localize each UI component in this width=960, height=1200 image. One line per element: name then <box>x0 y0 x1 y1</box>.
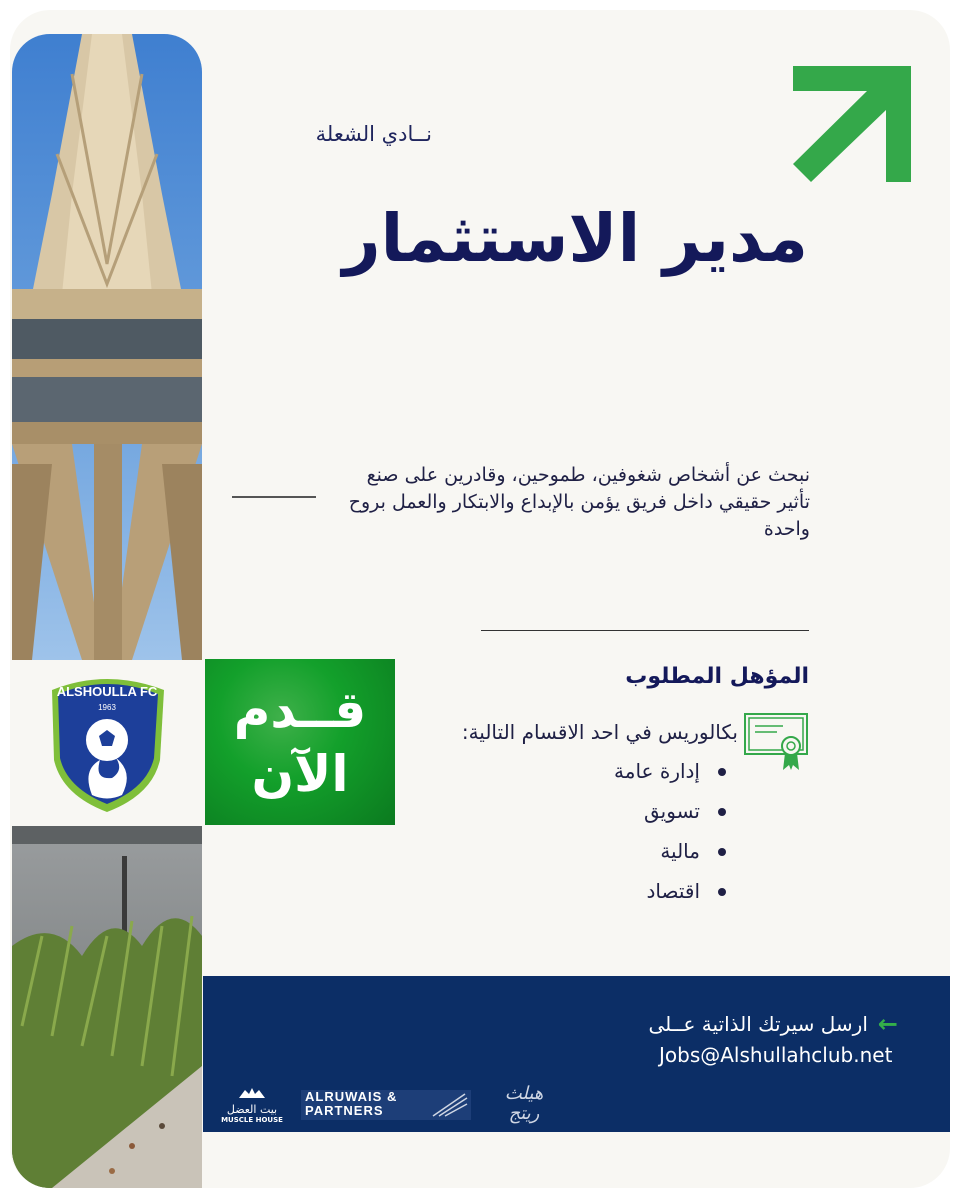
intro-text: نبحث عن أشخاص شغوفين، طموحين، وقادرين على صنع تأثير حقيقي داخل فريق يؤمن بالإبداع والابتكار والعمل بروح واحدة <box>348 464 810 540</box>
arrow-up-right-icon <box>793 66 911 182</box>
divider-long <box>481 630 809 631</box>
apply-line-2: الآن <box>251 745 349 803</box>
divider-short <box>232 496 316 498</box>
list-item: اقتصاد <box>614 876 700 916</box>
fields-list <box>614 756 700 916</box>
certificate-icon <box>743 712 809 772</box>
alruwais-partners-logo: ALRUWAIS & PARTNERS <box>301 1090 471 1120</box>
send-cv-label: ← ارسل سيرتك الذاتية عــلى <box>648 1010 898 1038</box>
list-item: تسويق <box>614 796 700 836</box>
apply-line-1: قــدم <box>233 681 367 739</box>
garden-photo <box>12 826 202 1188</box>
list-item: مالية <box>614 836 700 876</box>
job-title: مدير الاستثمار <box>342 200 808 277</box>
club-name: نــادي الشعلة <box>315 122 432 146</box>
health-ridge-logo: هيلث ريتج <box>504 1083 544 1124</box>
qualification-title: المؤهل المطلوب <box>625 664 809 689</box>
degree-requirement: بكالوريس في احد الاقسام التالية: <box>461 720 738 744</box>
arrow-left-icon: ← <box>877 1010 898 1038</box>
logo-year: 1963 <box>98 703 116 712</box>
sponsors-row <box>221 1084 559 1126</box>
tower-photo <box>12 34 202 660</box>
muscle-house-logo: بيت العضل MUSCLE HOUSE <box>221 1085 283 1125</box>
apply-now-button[interactable] <box>205 659 395 825</box>
email-link[interactable]: Jobs@Alshullahclub.net <box>659 1043 893 1067</box>
list-item: إدارة عامة <box>614 756 700 796</box>
footer-banner <box>203 976 950 1132</box>
logo-club-name: ALSHOULLA FC <box>56 684 158 699</box>
club-logo-box <box>12 660 202 826</box>
